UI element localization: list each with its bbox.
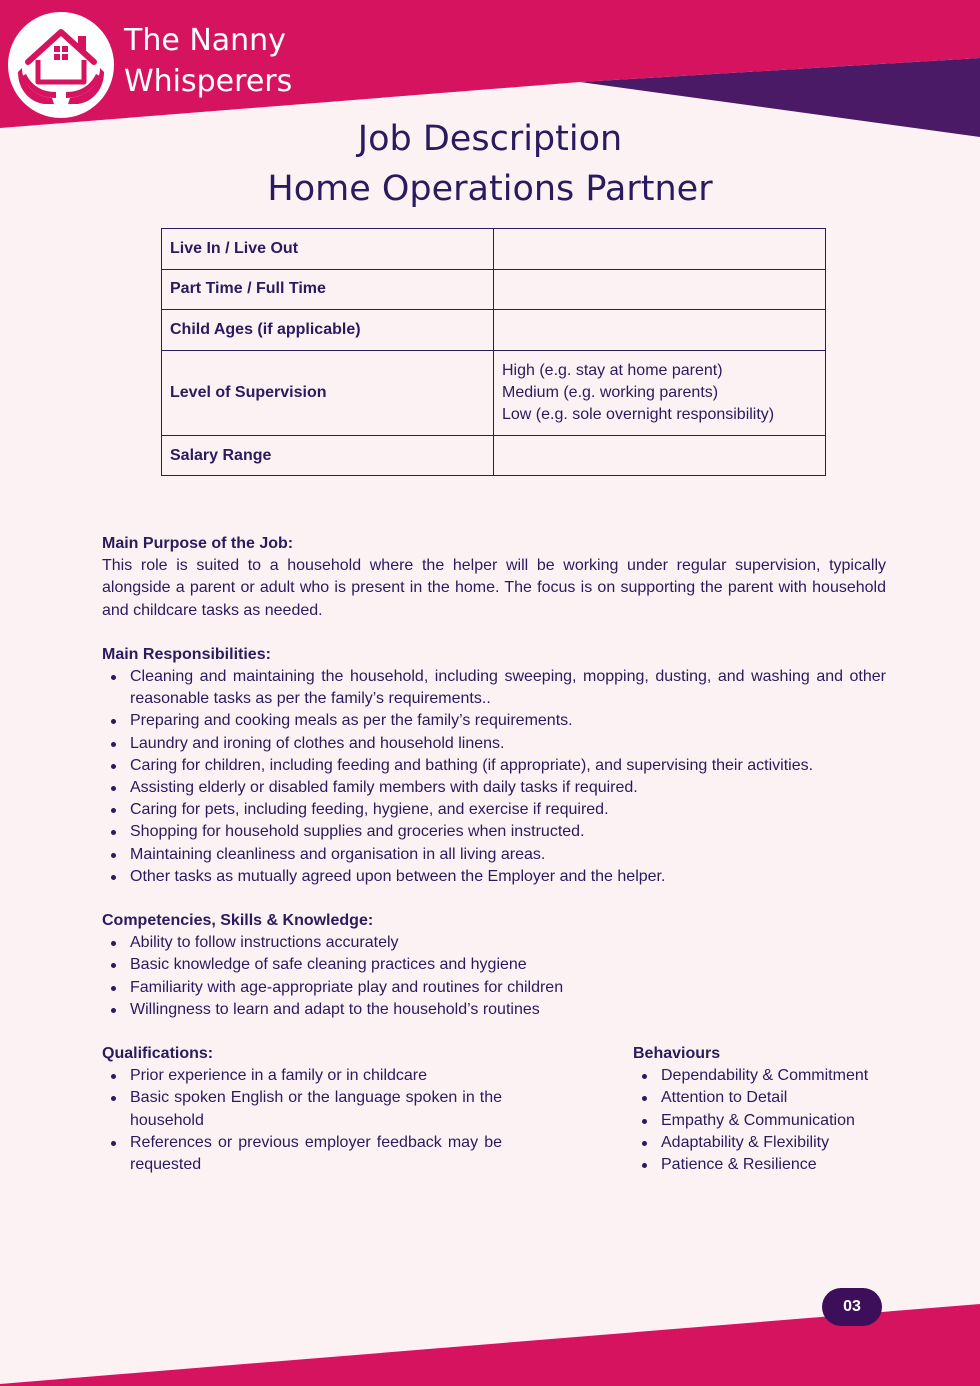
list-item: Dependability & Commitment <box>661 1065 893 1087</box>
brand-name <box>124 20 292 102</box>
list-item: Basic spoken English or the language spoken in the household <box>130 1087 502 1131</box>
section-heading: Main Responsibilities: <box>102 645 271 663</box>
list-item: Shopping for household supplies and groceries when instructed. <box>130 821 886 843</box>
supervision-options <box>494 350 826 435</box>
title-line-2: Home Operations Partner <box>267 169 713 209</box>
list-item: Attention to Detail <box>661 1087 893 1109</box>
row-value <box>494 435 826 476</box>
table-row <box>162 229 826 270</box>
list-item: Ability to follow instructions accurately <box>130 932 886 954</box>
purpose-section <box>102 533 886 622</box>
page-number-badge: 03 <box>822 1288 882 1326</box>
list-item: Assisting elderly or disabled family members with daily tasks if required. <box>130 777 886 799</box>
table-row <box>162 350 826 435</box>
table-row <box>162 269 826 310</box>
list-item: Laundry and ironing of clothes and household linens. <box>130 733 886 755</box>
row-label: Level of Supervision <box>162 350 494 435</box>
list-item: Caring for children, including feeding and bathing (if appropriate), and supervising their activities. <box>130 755 886 777</box>
responsibilities-list <box>102 666 886 888</box>
row-label: Salary Range <box>162 435 494 476</box>
behaviours-list <box>633 1065 893 1176</box>
list-item: Empathy & Communication <box>661 1110 893 1132</box>
section-heading: Main Purpose of the Job: <box>102 535 294 552</box>
row-value <box>494 229 826 270</box>
list-item: Preparing and cooking meals as per the family’s requirements. <box>130 710 886 732</box>
behaviours-section <box>633 1043 893 1176</box>
section-heading: Qualifications: <box>102 1045 214 1063</box>
list-item: Other tasks as mutually agreed upon between the Employer and the helper. <box>130 866 886 888</box>
row-label: Part Time / Full Time <box>162 269 494 310</box>
section-heading: Competencies, Skills & Knowledge: <box>102 912 374 930</box>
body-content <box>102 533 886 1183</box>
supervision-option: High (e.g. stay at home parent) <box>502 361 723 379</box>
list-item: Maintaining cleanliness and organisation in all living areas. <box>130 844 886 866</box>
supervision-option: Low (e.g. sole overnight responsibility) <box>502 405 775 423</box>
supervision-option: Medium (e.g. working parents) <box>502 383 719 401</box>
qualifications-section <box>102 1043 502 1176</box>
logo <box>8 12 114 118</box>
list-item: Familiarity with age-appropriate play and routines for children <box>130 977 886 999</box>
section-heading: Behaviours <box>633 1045 721 1063</box>
list-item: References or previous employer feedback may be requested <box>130 1132 502 1176</box>
list-item: Basic knowledge of safe cleaning practices and hygiene <box>130 954 886 976</box>
table-row <box>162 310 826 351</box>
brand-line-2: Whisperers <box>124 64 293 99</box>
brand-line-1: The Nanny <box>124 23 286 58</box>
list-item: Cleaning and maintaining the household, including sweeping, mopping, dusting, and washing and other reasonable tasks as per the family’s requirements.. <box>130 666 886 710</box>
row-value <box>494 310 826 351</box>
page-title <box>0 114 980 214</box>
title-line-1: Job Description <box>357 119 623 159</box>
row-value <box>494 269 826 310</box>
job-info-table <box>161 228 826 476</box>
list-item: Willingness to learn and adapt to the household’s routines <box>130 999 886 1021</box>
house-in-hands-icon <box>8 12 114 118</box>
table-row <box>162 435 826 476</box>
responsibilities-section <box>102 644 886 888</box>
competencies-list <box>102 932 886 1021</box>
row-label: Child Ages (if applicable) <box>162 310 494 351</box>
purpose-text: This role is suited to a household where the helper will be working under regular supervision, typically alongside a parent or adult who is present in the home. The focus is on supporting the parent with household and childcare tasks as needed. <box>102 557 886 619</box>
list-item: Adaptability & Flexibility <box>661 1132 893 1154</box>
list-item: Patience & Resilience <box>661 1154 893 1176</box>
row-label: Live In / Live Out <box>162 229 494 270</box>
list-item: Caring for pets, including feeding, hygiene, and exercise if required. <box>130 799 886 821</box>
qualifications-list <box>102 1065 502 1176</box>
competencies-section <box>102 910 886 1021</box>
two-column-section <box>102 1043 886 1183</box>
list-item: Prior experience in a family or in childcare <box>130 1065 502 1087</box>
